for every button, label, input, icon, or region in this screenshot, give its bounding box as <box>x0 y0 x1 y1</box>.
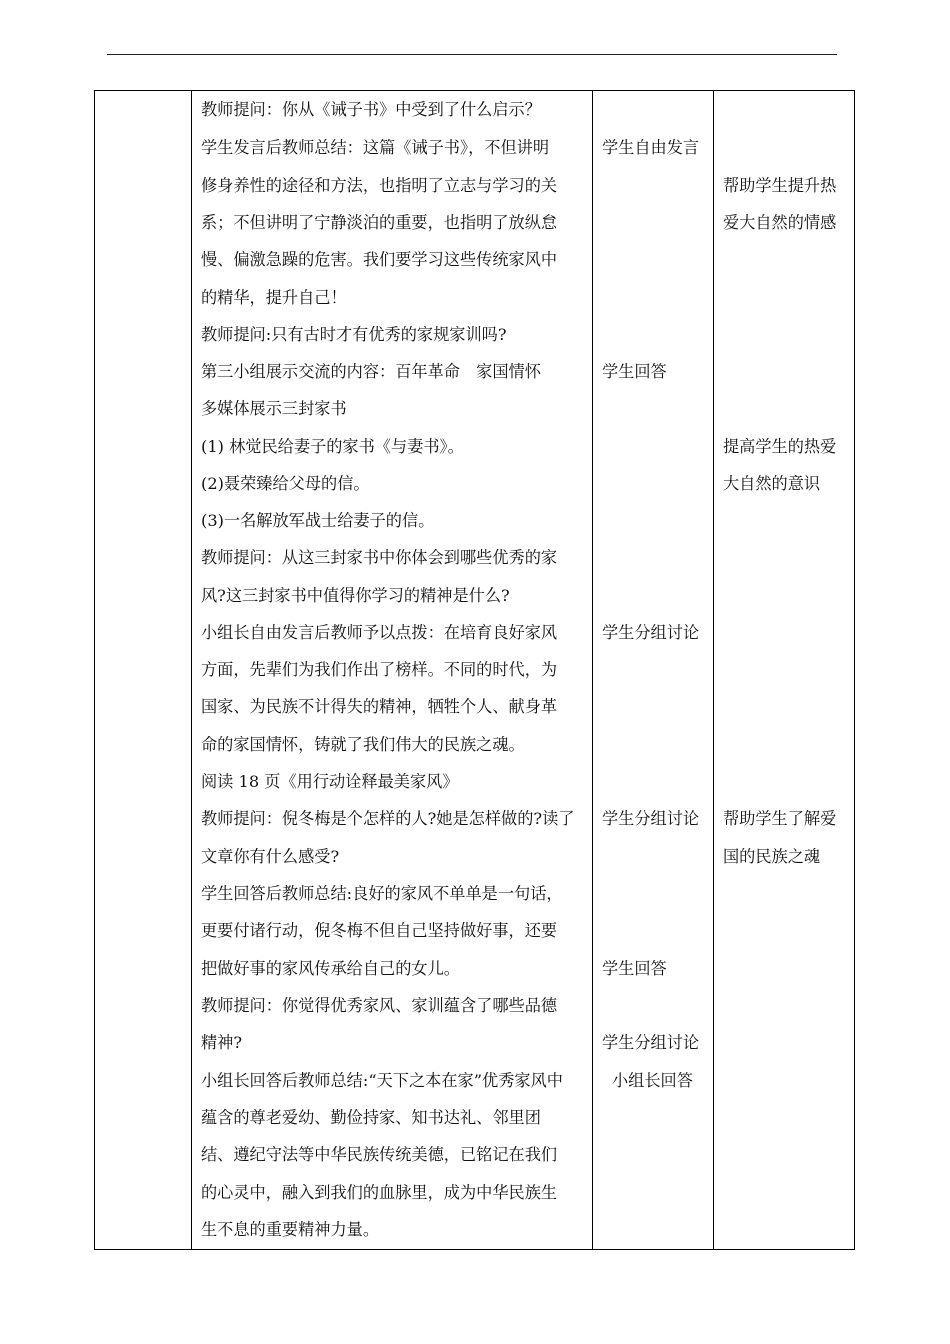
student-activity: 学生自由发言 <box>602 138 700 157</box>
design-intent: 提高学生的热爱 <box>723 437 837 456</box>
process-line: 结、遵纪守法等中华民族传统美德，已铭记在我们 <box>201 1145 558 1164</box>
process-line: 蕴含的尊老爱幼、勤俭持家、知书达礼、邻里团 <box>201 1108 541 1127</box>
process-line: 修身养性的途径和方法，也指明了立志与学习的关 <box>201 176 558 195</box>
column-divider <box>713 91 714 1249</box>
process-line: 国家、为民族不计得失的精神，牺牲个人、献身革 <box>201 697 558 716</box>
process-line: 小组长回答后教师总结:“天下之本在家”优秀家风中 <box>201 1071 563 1090</box>
process-line: 教师提问：你觉得优秀家风、家训蕴含了哪些品德 <box>201 996 558 1015</box>
column-divider <box>592 91 593 1249</box>
process-line: 文章你有什么感受? <box>201 847 340 866</box>
student-activity: 小组长回答 <box>612 1071 693 1090</box>
design-intent: 国的民族之魂 <box>723 847 821 866</box>
process-line: 风?这三封家书中值得你学习的精神是什么? <box>201 586 510 605</box>
process-line: 方面，先辈们为我们作出了榜样。不同的时代，为 <box>201 660 558 679</box>
process-line: (2)聂荣臻给父母的信。 <box>201 474 370 493</box>
design-intent: 帮助学生提升热 <box>723 176 837 195</box>
process-line: 更要付诸行动，倪冬梅不但自己坚持做好事，还要 <box>201 921 558 940</box>
process-line: 精神? <box>201 1033 243 1052</box>
process-line: 学生发言后教师总结：这篇《诫子书》，不但讲明 <box>201 138 550 157</box>
student-activity: 学生回答 <box>602 959 667 978</box>
process-line: 教师提问：倪冬梅是个怎样的人?她是怎样做的?读了 <box>201 809 575 828</box>
process-line: (1) 林觉民给妻子的家书《与妻书》。 <box>201 437 464 456</box>
process-line: 系；不但讲明了宁静淡泊的重要，也指明了放纵怠 <box>201 213 558 232</box>
design-intent: 爱大自然的情感 <box>723 213 837 232</box>
design-intent: 帮助学生了解爱 <box>723 809 837 828</box>
process-line: 的心灵中，融入到我们的血脉里，成为中华民族生 <box>201 1183 558 1202</box>
process-line: 的精华，提升自己！ <box>201 288 347 307</box>
student-activity: 学生回答 <box>602 362 667 381</box>
design-intent: 大自然的意识 <box>723 474 821 493</box>
process-line: 小组长自由发言后教师予以点拨：在培育良好家风 <box>201 623 558 642</box>
student-activity: 学生分组讨论 <box>602 809 700 828</box>
student-activity: 学生分组讨论 <box>602 1033 700 1052</box>
process-line: 教师提问：从这三封家书中你体会到哪些优秀的家 <box>201 548 558 567</box>
process-line: 第三小组展示交流的内容：百年革命 家国情怀 <box>201 362 541 381</box>
header-rule <box>107 54 837 55</box>
process-line: 命的家国情怀，铸就了我们伟大的民族之魂。 <box>201 735 525 754</box>
process-line: 阅读 18 页《用行动诠释最美家风》 <box>201 772 459 791</box>
process-line: (3)一名解放军战士给妻子的信。 <box>201 511 435 530</box>
process-line: 学生回答后教师总结:良好的家风不单单是一句话， <box>201 884 563 903</box>
process-line: 教师提问：你从《诫子书》中受到了什么启示？ <box>201 100 541 119</box>
student-activity: 学生分组讨论 <box>602 623 700 642</box>
column-divider <box>191 91 192 1249</box>
process-line: 生不息的重要精神力量。 <box>201 1220 380 1239</box>
process-line: 慢、偏激急躁的危害。我们要学习这些传统家风中 <box>201 250 558 269</box>
process-line: 多媒体展示三封家书 <box>201 399 347 418</box>
process-line: 教师提问:只有古时才有优秀的家规家训吗? <box>201 325 507 344</box>
process-line: 把做好事的家风传承给自己的女儿。 <box>201 959 460 978</box>
